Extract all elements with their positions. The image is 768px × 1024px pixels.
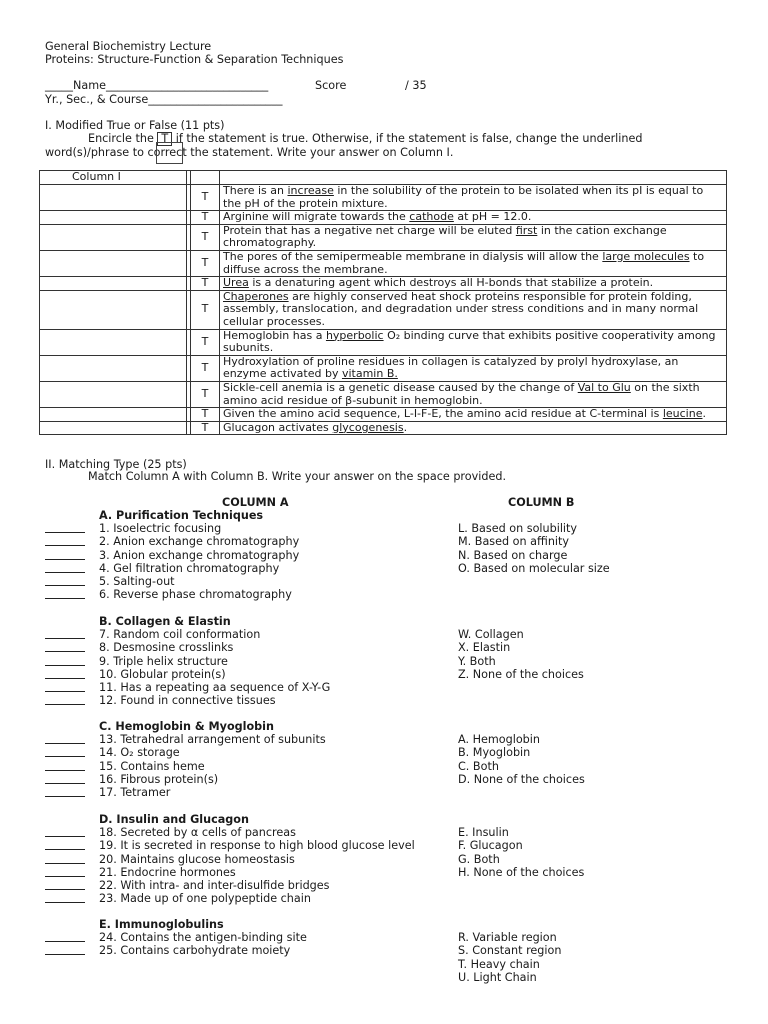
list-item: 13. Tetrahedral arrangement of subunits: [99, 733, 326, 747]
choice-item: N. Based on charge: [458, 548, 568, 562]
table-row: [40, 408, 727, 422]
answer-blank[interactable]: [45, 733, 99, 747]
name-field: _____Name_____________________________: [45, 79, 269, 92]
list-item: 11. Has a repeating aa sequence of X-Y-G: [99, 681, 331, 694]
choice-item: S. Constant region: [458, 944, 562, 958]
answer-blank[interactable]: [45, 681, 99, 695]
underlined-phrase: vitamin B.: [341, 367, 398, 381]
true-mark[interactable]: T: [191, 185, 220, 211]
underlined-phrase: leucine: [662, 407, 703, 421]
score-label: Score: [315, 79, 347, 92]
choice-item: U. Light Chain: [458, 970, 537, 984]
true-mark[interactable]: T: [191, 250, 220, 276]
underlined-phrase: Val to Glu: [577, 380, 631, 394]
true-false-table: [39, 170, 727, 435]
answer-cell[interactable]: [40, 408, 187, 422]
answer-cell[interactable]: [40, 185, 187, 211]
answer-blank[interactable]: [45, 668, 99, 682]
list-item: 7. Random coil conformation: [99, 628, 261, 642]
choice-item: W. Collagen: [458, 628, 524, 642]
section-title: E. Immunoglobulins: [99, 918, 224, 931]
choice-item: B. Myoglobin: [458, 746, 531, 760]
statement-text: Sickle-cell anemia is a genetic disease caused by the change of Val to Glu on the sixth amino acid residue of β-subunit in hemoglobin.: [220, 381, 727, 407]
topic-title: Proteins: Structure-Function & Separation Techniques: [45, 53, 344, 66]
list-item: 8. Desmosine crosslinks: [99, 641, 234, 655]
true-mark[interactable]: T: [191, 329, 220, 355]
underlined-phrase: cathode: [409, 210, 454, 224]
underlined-phrase: glycogenesis: [332, 420, 404, 434]
answer-blank[interactable]: [45, 562, 99, 576]
underlined-phrase: large molecules: [602, 249, 690, 263]
section-title: D. Insulin and Glucagon: [99, 813, 249, 826]
choice-item: H. None of the choices: [458, 865, 585, 879]
answer-cell[interactable]: [40, 211, 187, 225]
instr-text-a: Encircle the: [88, 132, 158, 145]
answer-blank[interactable]: [45, 839, 99, 853]
table-row: [40, 224, 727, 250]
table-row: [40, 381, 727, 407]
answer-blank[interactable]: [45, 628, 99, 642]
statement-text: Urea is a denaturing agent which destroys all H-bonds that stabilize a protein.: [220, 277, 727, 291]
list-item: 20. Maintains glucose homeostasis: [99, 852, 295, 866]
table-row: [40, 329, 727, 355]
answer-blank[interactable]: [45, 853, 99, 867]
answer-blank[interactable]: [45, 535, 99, 549]
answer-blank[interactable]: [45, 575, 99, 589]
choice-item: E. Insulin: [458, 826, 509, 840]
table-row: [40, 421, 727, 435]
underlined-phrase: increase: [287, 184, 334, 197]
part1-heading: I. Modified True or False (11 pts): [45, 119, 225, 132]
answer-cell[interactable]: [40, 290, 187, 329]
underlined-phrase: Chaperones: [223, 289, 289, 303]
answer-blank[interactable]: [45, 655, 99, 669]
instr-circled-t: T: [157, 132, 172, 146]
statement-text: Hemoglobin has a hyperbolic O₂ binding curve that exhibits positive cooperativity among subunits.: [220, 329, 727, 355]
answer-cell[interactable]: [40, 355, 187, 381]
table-row: [40, 277, 727, 291]
underlined-phrase: hyperbolic: [325, 328, 384, 342]
answer-cell[interactable]: [40, 329, 187, 355]
part2-heading: II. Matching Type (25 pts): [45, 458, 187, 471]
list-item: 22. With intra- and inter-disulfide bridges: [99, 879, 330, 892]
column-i-header: Column I: [40, 171, 187, 185]
answer-blank[interactable]: [45, 522, 99, 536]
list-item: 9. Triple helix structure: [99, 654, 228, 668]
answer-blank[interactable]: [45, 786, 99, 800]
statement-text: Chaperones are highly conserved heat shock proteins responsible for protein folding, assembly, translocation, and degradation under stress conditions and in many normal cellular processes.: [220, 290, 727, 329]
course-title: General Biochemistry Lecture: [45, 40, 212, 53]
true-mark[interactable]: T: [191, 355, 220, 381]
statement-text: Arginine will migrate towards the cathode at pH = 12.0.: [220, 211, 727, 225]
list-item: 4. Gel filtration chromatography: [99, 561, 280, 575]
true-mark[interactable]: T: [191, 421, 220, 435]
table-row: [40, 355, 727, 381]
true-mark[interactable]: T: [191, 408, 220, 422]
answer-blank[interactable]: [45, 826, 99, 840]
answer-blank[interactable]: [45, 879, 99, 893]
answer-blank[interactable]: [45, 641, 99, 655]
list-item: 6. Reverse phase chromatography: [99, 588, 292, 602]
list-item: 3. Anion exchange chromatography: [99, 548, 300, 562]
list-item: 16. Fibrous protein(s): [99, 772, 219, 786]
choice-item: A. Hemoglobin: [458, 733, 540, 747]
section-title: B. Collagen & Elastin: [99, 615, 231, 628]
table-row: [40, 211, 727, 225]
underlined-phrase: Urea: [223, 276, 249, 290]
table-row: [40, 250, 727, 276]
choice-item: R. Variable region: [458, 931, 557, 945]
underlined-phrase: first: [515, 223, 538, 237]
choice-item: O. Based on molecular size: [458, 561, 610, 575]
list-item: 17. Tetramer: [99, 786, 171, 799]
list-item: 21. Endocrine hormones: [99, 865, 236, 879]
answer-blank[interactable]: [45, 694, 99, 708]
part2-instruction: Match Column A with Column B. Write your answer on the space provided.: [88, 470, 507, 483]
choice-item: Z. None of the choices: [458, 667, 584, 681]
answer-blank[interactable]: [45, 760, 99, 774]
answer-blank[interactable]: [45, 931, 99, 945]
list-item: 2. Anion exchange chromatography: [99, 535, 300, 549]
choice-item: X. Elastin: [458, 641, 511, 655]
table-header-row: [40, 171, 727, 185]
answer-blank[interactable]: [45, 944, 99, 958]
statement-text: Glucagon activates glycogenesis.: [220, 421, 727, 435]
list-item: 25. Contains carbohydrate moiety: [99, 944, 291, 958]
list-item: 18. Secreted by α cells of pancreas: [99, 826, 296, 840]
answer-cell[interactable]: [40, 224, 187, 250]
list-item: 14. O₂ storage: [99, 746, 180, 760]
choice-item: C. Both: [458, 759, 499, 773]
list-item: 19. It is secreted in response to high blood glucose level: [99, 839, 415, 853]
choice-item: D. None of the choices: [458, 772, 585, 786]
answer-blank[interactable]: [45, 549, 99, 563]
true-mark[interactable]: T: [191, 277, 220, 291]
column-b-header: COLUMN B: [508, 496, 575, 509]
part1-instruction-line2: word(s)/phrase to correct the statement. Write your answer on Column I.: [45, 146, 454, 159]
list-item: 15. Contains heme: [99, 759, 205, 773]
list-item: 24. Contains the antigen-binding site: [99, 931, 307, 945]
statement-text: The pores of the semipermeable membrane in dialysis will allow the large molecules to diffuse across the membrane.: [220, 250, 727, 276]
answer-blank[interactable]: [45, 866, 99, 880]
answer-cell[interactable]: [40, 277, 187, 291]
score-total: / 35: [405, 79, 427, 92]
list-item: 5. Salting-out: [99, 575, 175, 588]
section-title: C. Hemoglobin & Myoglobin: [99, 720, 274, 733]
list-item: 23. Made up of one polypeptide chain: [99, 892, 311, 906]
choice-item: G. Both: [458, 852, 500, 866]
statement-text: Given the amino acid sequence, L-I-F-E, the amino acid residue at C-terminal is leucine.: [220, 408, 727, 422]
true-mark[interactable]: T: [191, 381, 220, 407]
answer-blank[interactable]: [45, 588, 99, 602]
choice-item: F. Glucagon: [458, 839, 523, 853]
true-mark[interactable]: T: [191, 211, 220, 225]
list-item: 10. Globular protein(s): [99, 667, 226, 681]
answer-blank[interactable]: [45, 892, 99, 906]
column-a-header: COLUMN A: [222, 496, 289, 509]
text-cursor-box: [156, 142, 183, 164]
section-title: A. Purification Techniques: [99, 509, 264, 522]
true-mark[interactable]: T: [191, 290, 220, 329]
statement-text: There is an increase in the solubility of the protein to be isolated when its pI is equal to the pH of the protein mixture.: [220, 185, 727, 211]
answer-cell[interactable]: [40, 381, 187, 407]
true-mark[interactable]: T: [191, 224, 220, 250]
statement-text: Hydroxylation of proline residues in collagen is catalyzed by prolyl hydroxylase, an enzyme activated by vitamin B.: [220, 355, 727, 381]
answer-cell[interactable]: [40, 421, 187, 435]
table-row: [40, 185, 727, 211]
choice-item: Y. Both: [458, 654, 496, 668]
list-item: 1. Isoelectric focusing: [99, 522, 222, 536]
instr-text-b: if the statement is true. Otherwise, if the statement is false, change the underlined: [172, 132, 643, 145]
answer-cell[interactable]: [40, 250, 187, 276]
answer-blank[interactable]: [45, 773, 99, 787]
year-section-field: Yr., Sec., & Course________________________: [45, 93, 283, 106]
choice-item: L. Based on solubility: [458, 522, 578, 536]
choice-item: M. Based on affinity: [458, 535, 570, 549]
choice-item: T. Heavy chain: [458, 957, 540, 971]
answer-blank[interactable]: [45, 746, 99, 760]
table-row: [40, 290, 727, 329]
list-item: 12. Found in connective tissues: [99, 694, 276, 708]
statement-text: Protein that has a negative net charge will be eluted first in the cation exchange chromatography.: [220, 224, 727, 250]
